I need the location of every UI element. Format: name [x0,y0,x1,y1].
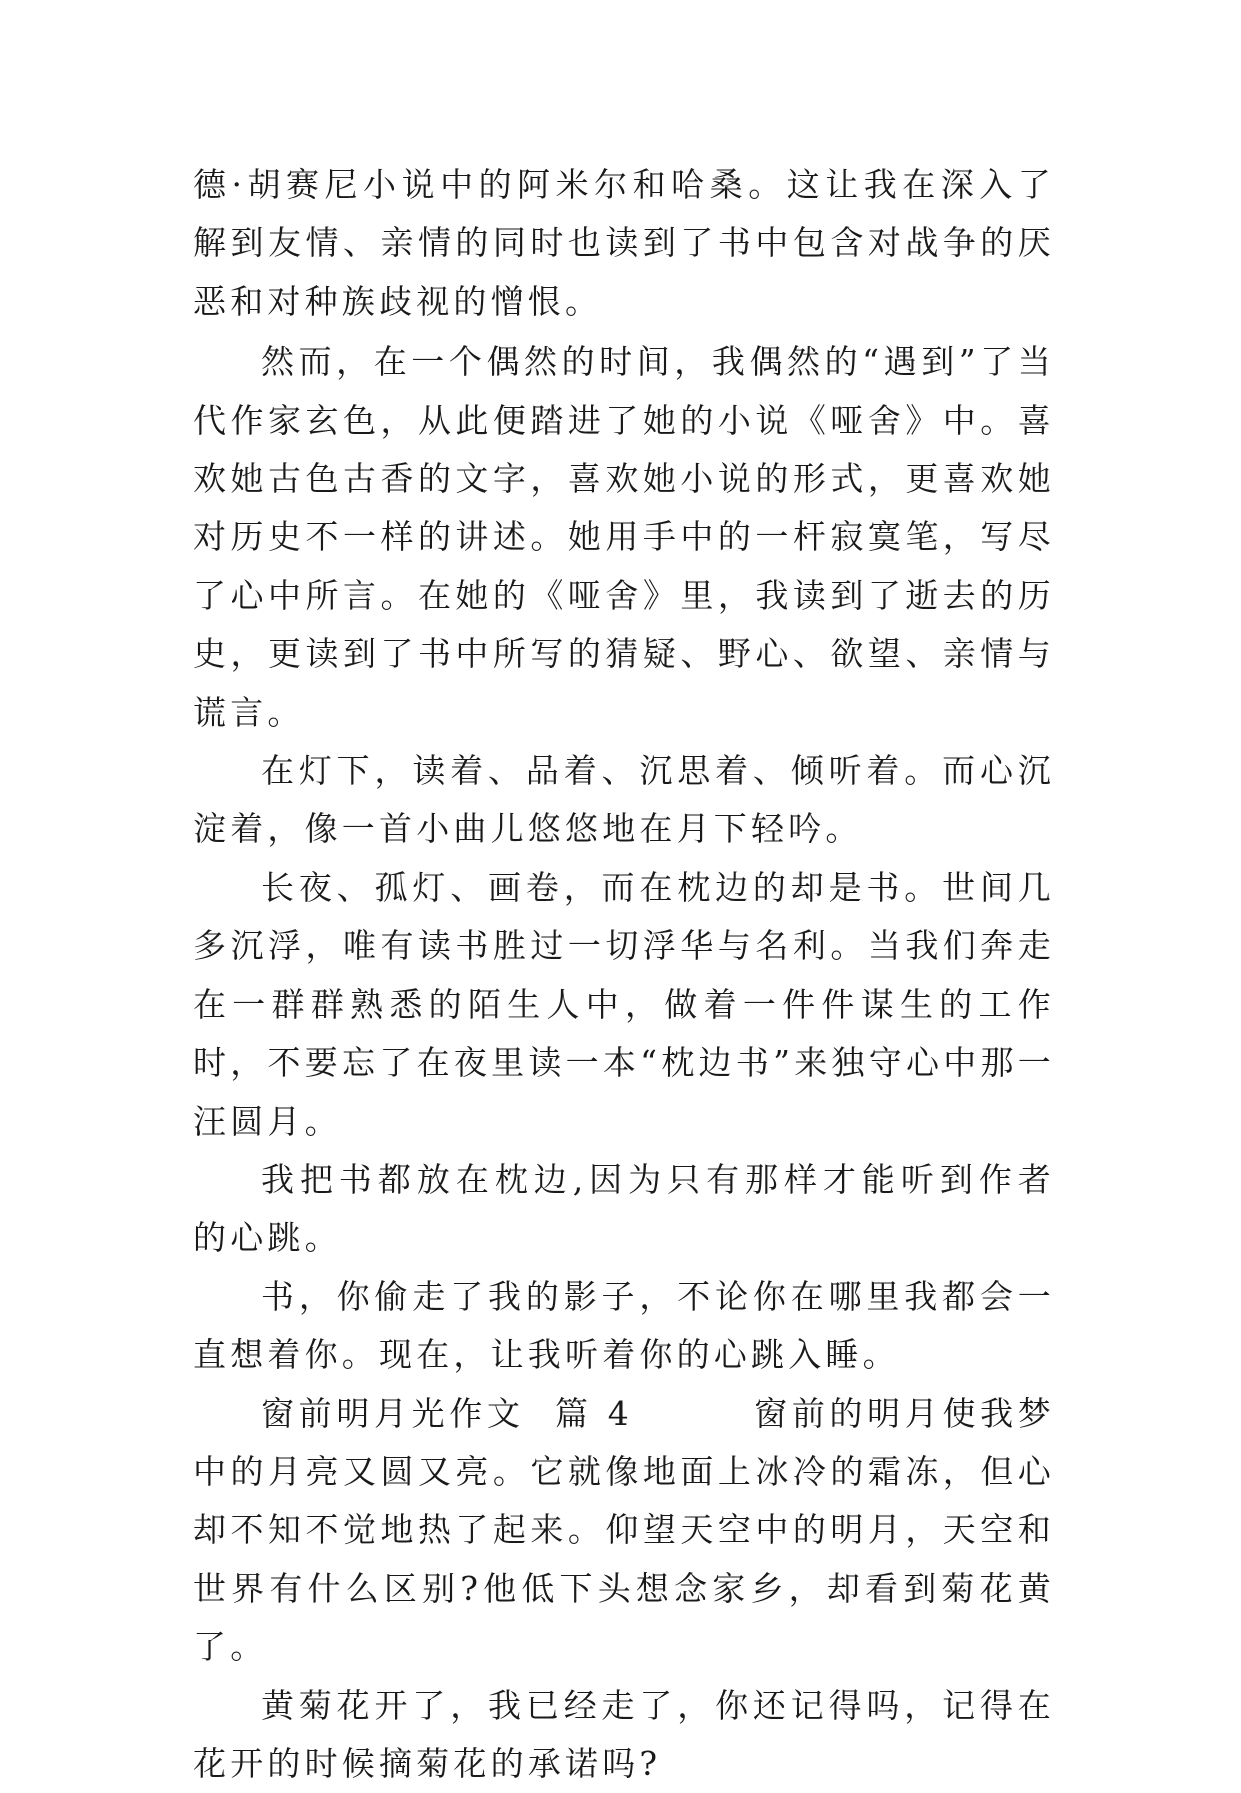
paragraph-5: 我把书都放在枕边,因为只有那样才能听到作者的心跳。 [193,1159,1055,1258]
paragraph-1: 德·胡赛尼小说中的阿米尔和哈桑。这让我在深入了解到友情、亲情的同时也读到了书中包含对战争的厌恶和对种族歧视的憎恨。 [193,165,1055,321]
document-page [193,156,1055,1793]
paragraph-7: 窗前明月光作文 篇 4 窗前的明月使我梦中的月亮又圆又亮。它就像地面上冰冷的霜冻，但心却不知不觉地热了起来。仰望天空中的明月，天空和世界有什么区别?他低下头想念家乡，却看到菊花黄了。 [193,1393,1055,1667]
paragraph-4: 长夜、孤灯、画卷，而在枕边的却是书。世间几多沉浮，唯有读书胜过一切浮华与名利。当我们奔走在一群群熟悉的陌生人中，做着一件件谋生的工作时，不要忘了在夜里读一本“枕边书”来独守心中那一汪圆月。 [193,867,1055,1141]
paragraph-2: 然而，在一个偶然的时间，我偶然的“遇到”了当代作家玄色，从此便踏进了她的小说《哑舍》中。喜欢她古色古香的文字，喜欢她小说的形式，更喜欢她对历史不一样的讲述。她用手中的一杆寂寞笔，写尽了心中所言。在她的《哑舍》里，我读到了逝去的历史，更读到了书中所写的猜疑、野心、欲望、亲情与谎言。 [193,342,1055,732]
paragraph-8: 黄菊花开了，我已经走了，你还记得吗，记得在花开的时候摘菊花的承诺吗? [193,1685,1055,1783]
paragraph-6: 书，你偷走了我的影子，不论你在哪里我都会一直想着你。现在，让我听着你的心跳入睡。 [193,1276,1055,1375]
paragraph-3: 在灯下，读着、品着、沉思着、倾听着。而心沉淀着，像一首小曲儿悠悠地在月下轻吟。 [193,751,1055,849]
